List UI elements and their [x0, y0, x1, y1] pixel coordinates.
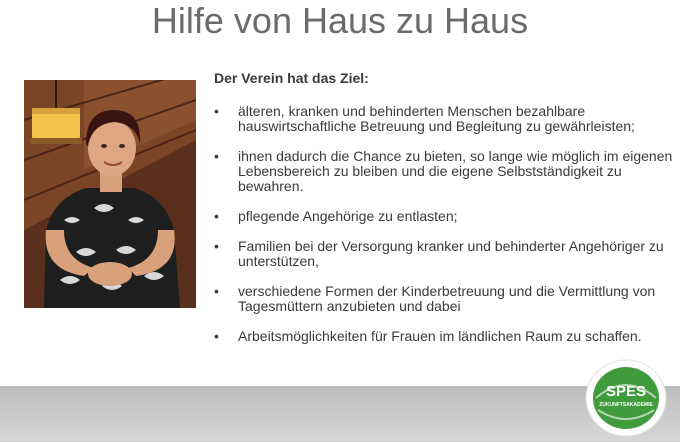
- logo-tagline: ZUKUNFTSAKADEMIE: [599, 402, 653, 408]
- photo-speaking-woman: [24, 80, 196, 308]
- list-item: [214, 239, 674, 269]
- bullet-icon: •: [214, 328, 219, 344]
- list-item-text: ihnen dadurch die Chance zu bieten, so lange wie möglich im eigenen Lebensbereich zu bleiben und die eigene Selbstständigkeit zu bewahren.: [238, 148, 673, 194]
- list-item: [214, 329, 674, 344]
- goal-list: [214, 104, 674, 344]
- list-item: [214, 104, 674, 134]
- list-item-text: Familien bei der Versorgung kranker und behinderter Angehöriger zu unterstützen,: [238, 238, 664, 269]
- list-item-text: pflegende Angehörige zu entlasten;: [238, 208, 458, 224]
- photo-illustration: [24, 80, 196, 308]
- list-item: [214, 149, 674, 194]
- footer-band: [0, 386, 680, 442]
- bullet-icon: •: [214, 283, 219, 299]
- list-item-text: verschiedene Formen der Kinderbetreuung und die Vermittlung von Tagesmüttern anzubieten und dabei: [238, 283, 656, 314]
- intro-heading: Der Verein hat das Ziel:: [214, 70, 369, 86]
- list-item-text: älteren, kranken und behinderten Menschen bezahlbare hauswirtschaftliche Betreuung und Begleitung zu gewährleisten;: [238, 103, 635, 134]
- logo-name: SPES: [605, 383, 647, 400]
- slide-title: Hilfe von Haus zu Haus: [151, 0, 529, 41]
- list-item-text: Arbeitsmöglichkeiten für Frauen im ländlichen Raum zu schaffen.: [238, 328, 642, 344]
- content-area: [214, 70, 674, 359]
- bullet-icon: •: [214, 208, 219, 224]
- spes-logo-icon: [584, 358, 668, 438]
- bullet-icon: •: [214, 148, 219, 164]
- list-item: [214, 209, 674, 224]
- bullet-icon: •: [214, 238, 219, 254]
- list-item: [214, 284, 674, 314]
- bullet-icon: •: [214, 103, 219, 119]
- spes-logo: [584, 358, 668, 438]
